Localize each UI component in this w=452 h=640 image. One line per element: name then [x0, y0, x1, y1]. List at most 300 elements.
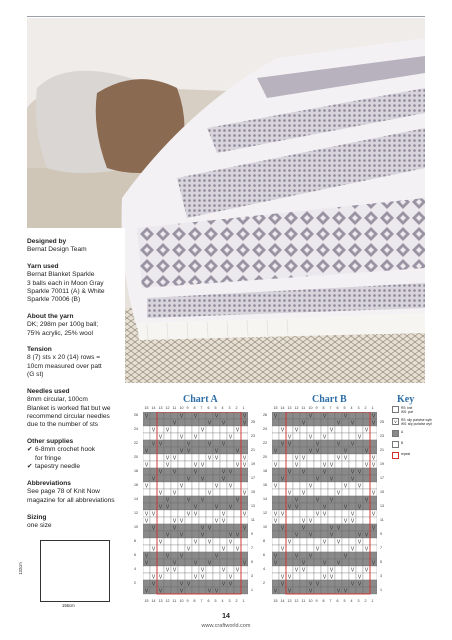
chart-cell	[178, 461, 185, 468]
slip-stitch-mark: V	[273, 483, 278, 490]
key-legend	[392, 406, 432, 463]
column-number: 8	[193, 599, 196, 603]
chart-cell	[314, 419, 321, 426]
chart-cell	[178, 503, 185, 510]
chart-cell	[192, 440, 199, 447]
slip-stitch-mark: V	[172, 455, 177, 462]
row-number: 9	[251, 532, 253, 536]
chart-cell	[272, 580, 279, 587]
chart-cell	[171, 433, 178, 440]
row-number: 25	[251, 420, 255, 424]
chart-cell	[293, 482, 300, 489]
yarn-used-line: Sparkle 70011 (A) & White	[27, 287, 105, 295]
chart-cell	[213, 538, 220, 545]
column-number: 15	[273, 406, 278, 410]
chart-cell	[150, 433, 157, 440]
row-number: 4	[263, 567, 265, 571]
chart-cell	[370, 566, 377, 573]
slip-stitch-mark: V	[364, 462, 369, 469]
check-icon: ✔	[27, 462, 33, 470]
slip-stitch-mark: V	[242, 490, 247, 497]
needles-line: Blanket is worked flat but we	[27, 404, 111, 412]
row-number: 22	[263, 441, 267, 445]
chart-cell	[206, 517, 213, 524]
chart-cell	[157, 461, 164, 468]
chart-cell	[279, 517, 286, 524]
chart-cell	[213, 419, 220, 426]
supply-line: tapestry needle	[35, 462, 81, 470]
column-number: 5	[343, 599, 346, 603]
chart-cell	[227, 552, 234, 559]
chart-cell	[307, 496, 314, 503]
chart-cell	[234, 524, 241, 531]
chart-cell	[300, 552, 307, 559]
chart-cell	[206, 461, 213, 468]
chart-cell	[220, 412, 227, 419]
chart-cell	[370, 433, 377, 440]
row-number: 16	[263, 483, 267, 487]
key-title: Key	[397, 394, 415, 405]
slip-stitch-mark: V	[193, 469, 198, 476]
chart-cell	[349, 552, 356, 559]
slip-stitch-mark: V	[336, 588, 341, 595]
column-number: 2	[235, 406, 238, 410]
chart-cell	[171, 538, 178, 545]
chart-cell	[150, 517, 157, 524]
tension-line: 8 (7) sts x 20 (14) rows =	[27, 354, 101, 362]
slip-stitch-mark: V	[350, 441, 355, 448]
slip-stitch-mark: V	[158, 539, 163, 546]
chart-cell	[171, 545, 178, 552]
slip-stitch-mark: V	[273, 511, 278, 518]
chart-cell	[192, 552, 199, 559]
chart-cell	[272, 433, 279, 440]
chart-cell	[227, 419, 234, 426]
chart-cell	[328, 412, 335, 419]
slip-stitch-mark: V	[228, 469, 233, 476]
chart-cell	[185, 531, 192, 538]
row-number: 24	[263, 427, 267, 431]
slip-stitch-mark: V	[221, 546, 226, 553]
chart-cell	[286, 566, 293, 573]
slip-stitch-mark: V	[165, 427, 170, 434]
chart-cell	[199, 419, 206, 426]
chart-cell	[356, 510, 363, 517]
chart-cell	[363, 475, 370, 482]
chart-cell	[356, 559, 363, 566]
chart-cell	[206, 426, 213, 433]
chart-cell	[293, 412, 300, 419]
chart-cell	[286, 426, 293, 433]
chart-cell	[321, 426, 328, 433]
chart-cell	[241, 447, 248, 454]
chart-cell	[213, 545, 220, 552]
slip-stitch-mark: V	[179, 434, 184, 441]
chart-cell	[234, 482, 241, 489]
slip-stitch-mark: V	[280, 546, 285, 553]
slip-stitch-mark: V	[200, 574, 205, 581]
chart-cell	[178, 524, 185, 531]
chart-cell	[164, 510, 171, 517]
chart-cell	[220, 426, 227, 433]
column-number: 2	[364, 406, 367, 410]
chart-cell	[185, 552, 192, 559]
column-number: 4	[221, 406, 224, 410]
slip-stitch-mark: V	[287, 434, 292, 441]
chart-cell	[192, 517, 199, 524]
slip-stitch-mark: V	[186, 448, 191, 455]
slip-stitch-mark: V	[158, 469, 163, 476]
slip-stitch-mark: V	[315, 581, 320, 588]
chart-cell	[227, 545, 234, 552]
chart-cell	[143, 419, 150, 426]
chart-cell	[293, 524, 300, 531]
chart-cell	[293, 587, 300, 594]
chart-cell	[363, 412, 370, 419]
chart-cell	[321, 566, 328, 573]
chart-cell	[192, 531, 199, 538]
chart-cell	[349, 426, 356, 433]
chart-cell	[342, 510, 349, 517]
repeat-swatch	[392, 452, 399, 459]
chart-cell	[293, 573, 300, 580]
column-number: 10	[308, 406, 313, 410]
chart-cell	[171, 412, 178, 419]
slip-stitch-mark: V	[179, 483, 184, 490]
slip-stitch-mark: V	[343, 553, 348, 560]
chart-cell	[370, 573, 377, 580]
chart-cell	[279, 531, 286, 538]
slip-stitch-mark: V	[144, 518, 149, 525]
column-number: 11	[301, 599, 306, 603]
chart-cell	[286, 482, 293, 489]
chart-cell	[185, 426, 192, 433]
row-number: 15	[251, 490, 255, 494]
slip-stitch-mark: V	[336, 420, 341, 427]
chart-cell	[157, 426, 164, 433]
chart-cell	[157, 447, 164, 454]
abbreviations-line: magazine for all abbreviations	[27, 496, 115, 504]
chart-cell	[185, 566, 192, 573]
slip-stitch-mark: V	[357, 434, 362, 441]
chart-cell	[300, 447, 307, 454]
slip-stitch-mark: V	[200, 525, 205, 532]
chart-cell	[220, 496, 227, 503]
slip-stitch-mark: V	[207, 490, 212, 497]
chart-cell	[321, 496, 328, 503]
slip-stitch-mark: V	[273, 413, 278, 420]
chart-cell	[143, 475, 150, 482]
chart-cell	[241, 552, 248, 559]
chart-cell	[349, 503, 356, 510]
chart-cell	[227, 447, 234, 454]
chart-cell	[199, 447, 206, 454]
chart-cell	[349, 559, 356, 566]
slip-stitch-mark: V	[308, 553, 313, 560]
slip-stitch-mark: V	[287, 574, 292, 581]
chart-cell	[272, 538, 279, 545]
slip-stitch-mark: V	[207, 420, 212, 427]
chart-cell	[171, 461, 178, 468]
chart-cell	[356, 475, 363, 482]
tension-heading: Tension	[27, 346, 52, 353]
slip-stitch-mark: V	[221, 420, 226, 427]
slip-stitch-mark: V	[294, 462, 299, 469]
slip-stitch-mark: V	[200, 497, 205, 504]
chart-cell	[150, 412, 157, 419]
chart-cell	[370, 482, 377, 489]
chart-cell	[335, 503, 342, 510]
about-yarn-heading: About the yarn	[27, 313, 74, 320]
key-text: B	[401, 441, 404, 445]
chart-b-title: Chart B	[312, 394, 347, 405]
chart-cell	[349, 524, 356, 531]
column-number: 5	[214, 406, 217, 410]
chart-cell	[286, 552, 293, 559]
slip-stitch-mark: V	[207, 588, 212, 595]
chart-cell	[171, 573, 178, 580]
chart-cell	[206, 475, 213, 482]
key-item-repeat	[392, 452, 432, 459]
chart-a-title: Chart A	[183, 394, 218, 405]
needles-section	[27, 388, 123, 429]
chart-cell	[328, 517, 335, 524]
chart-cell	[370, 475, 377, 482]
key-item-slip	[392, 418, 432, 426]
website-link[interactable]: www.craftworld.com	[201, 623, 251, 629]
slip-stitch-mark: V	[200, 532, 205, 539]
chart-cell	[220, 447, 227, 454]
chart-cell	[328, 552, 335, 559]
chart-cell	[213, 531, 220, 538]
chart-cell	[234, 587, 241, 594]
chart-cell	[272, 419, 279, 426]
chart-cell	[349, 587, 356, 594]
slip-stitch-mark: V	[242, 413, 247, 420]
chart-cell	[300, 538, 307, 545]
chart-cell	[192, 489, 199, 496]
page-number: 14	[222, 613, 230, 620]
chart-cell	[185, 433, 192, 440]
chart-cell	[335, 447, 342, 454]
slip-stitch-mark: V	[301, 560, 306, 567]
chart-cell	[150, 419, 157, 426]
sizing-heading: Sizing	[27, 514, 47, 521]
row-number: 12	[134, 511, 138, 515]
slip-stitch-mark: V	[357, 574, 362, 581]
chart-cell	[234, 454, 241, 461]
row-number: 2	[263, 581, 265, 585]
chart-cell	[272, 496, 279, 503]
slip-stitch-mark: V	[235, 427, 240, 434]
needles-line: 8mm circular, 100cm	[27, 396, 88, 404]
slip-stitch-mark: V	[214, 448, 219, 455]
slip-stitch-mark: V	[207, 560, 212, 567]
chart-cell	[178, 440, 185, 447]
slip-stitch-mark: V	[242, 455, 247, 462]
row-number: 16	[134, 483, 138, 487]
chart-cell	[314, 412, 321, 419]
slip-stitch-mark: V	[280, 511, 285, 518]
slip-stitch-mark: V	[172, 420, 177, 427]
chart-cell	[164, 559, 171, 566]
chart-cell	[234, 552, 241, 559]
slip-stitch-mark: V	[273, 588, 278, 595]
slip-stitch-mark: V	[186, 581, 191, 588]
column-number: 7	[200, 406, 203, 410]
chart-cell	[335, 566, 342, 573]
slip-stitch-mark: V	[144, 483, 149, 490]
chart-cell	[363, 454, 370, 461]
chart-cell	[213, 573, 220, 580]
slip-stitch-mark: V	[193, 462, 198, 469]
row-number: 1	[380, 588, 382, 592]
column-number: 4	[350, 599, 353, 603]
chart-cell	[342, 559, 349, 566]
chart-cell	[157, 566, 164, 573]
slip-stitch-mark: V	[350, 581, 355, 588]
chart-cell	[220, 489, 227, 496]
row-number: 12	[263, 511, 267, 515]
chart-cell	[143, 531, 150, 538]
chart-cell	[286, 531, 293, 538]
about-yarn-line: 75% acrylic, 25% wool	[27, 329, 93, 337]
chart-cell	[300, 475, 307, 482]
abbreviations-line: See page 78 of Knit Now	[27, 488, 100, 496]
chart-cell	[171, 447, 178, 454]
chart-cell	[363, 587, 370, 594]
chart-cell	[143, 524, 150, 531]
slip-stitch-mark: V	[179, 532, 184, 539]
slip-stitch-mark: V	[165, 532, 170, 539]
chart-cell	[199, 559, 206, 566]
chart-cell	[272, 524, 279, 531]
chart-cell	[234, 580, 241, 587]
column-number: 11	[172, 406, 177, 410]
chart-cell	[342, 496, 349, 503]
chart-cell	[164, 475, 171, 482]
chart-cell	[227, 412, 234, 419]
slip-stitch-mark: V	[214, 413, 219, 420]
chart-cell	[178, 566, 185, 573]
chart-cell	[143, 573, 150, 580]
row-number: 3	[380, 574, 382, 578]
chart-cell	[293, 475, 300, 482]
slip-stitch-mark: V	[322, 413, 327, 420]
slip-stitch-mark: V	[294, 504, 299, 511]
slip-stitch-mark: V	[357, 483, 362, 490]
chart-cell	[370, 587, 377, 594]
chart-cell	[227, 566, 234, 573]
chart-cell	[143, 433, 150, 440]
chart-cell	[349, 461, 356, 468]
chart-cell	[335, 461, 342, 468]
slip-stitch-mark: V	[151, 581, 156, 588]
slip-stitch-mark: V	[172, 469, 177, 476]
chart-cell	[335, 517, 342, 524]
chart-cell	[314, 503, 321, 510]
chart-cell	[307, 454, 314, 461]
column-number: 12	[165, 599, 170, 603]
chart-cell	[143, 440, 150, 447]
slip-stitch-mark: V	[214, 504, 219, 511]
slip-stitch-mark: V	[179, 553, 184, 560]
chart-cell	[241, 545, 248, 552]
chart-b-grid	[272, 412, 377, 597]
chart-cell	[363, 482, 370, 489]
chart-cell	[293, 517, 300, 524]
chart-cell	[321, 482, 328, 489]
chart-cell	[206, 573, 213, 580]
chart-cell	[279, 482, 286, 489]
slip-stitch-mark: V	[151, 476, 156, 483]
slip-stitch-mark: V	[172, 518, 177, 525]
row-number: 21	[251, 448, 255, 452]
slip-stitch-mark: V	[235, 448, 240, 455]
chart-cell	[307, 426, 314, 433]
slip-stitch-mark: V	[235, 546, 240, 553]
chart-cell	[286, 517, 293, 524]
chart-cell	[293, 468, 300, 475]
chart-cell	[164, 545, 171, 552]
chart-cell	[213, 559, 220, 566]
row-number: 14	[263, 497, 267, 501]
row-number: 10	[134, 525, 138, 529]
slip-stitch-mark: V	[228, 539, 233, 546]
row-number: 24	[134, 427, 138, 431]
chart-cell	[220, 531, 227, 538]
chart-cell	[199, 545, 206, 552]
chart-cell	[356, 545, 363, 552]
chart-cell	[335, 482, 342, 489]
knit-swatch	[392, 406, 399, 413]
chart-cell	[272, 440, 279, 447]
chart-cell	[342, 580, 349, 587]
slip-stitch-mark: V	[207, 455, 212, 462]
chart-cell	[234, 517, 241, 524]
slip-stitch-mark: V	[322, 504, 327, 511]
chart-cell	[241, 475, 248, 482]
chart-cell	[178, 559, 185, 566]
chart-cell	[241, 426, 248, 433]
chart-cell	[178, 468, 185, 475]
slip-stitch-mark: V	[294, 567, 299, 574]
chart-cell	[342, 538, 349, 545]
row-number: 15	[380, 490, 384, 494]
tension-line: 10cm measured over patt	[27, 362, 102, 370]
row-number: 20	[263, 455, 267, 459]
chart-cell	[321, 531, 328, 538]
chart-cell	[335, 573, 342, 580]
chart-cell	[370, 517, 377, 524]
chart-cell	[300, 587, 307, 594]
chart-cell	[213, 426, 220, 433]
chart-cell	[234, 503, 241, 510]
chart-cell	[241, 531, 248, 538]
chart-cell	[356, 419, 363, 426]
chart-cell	[213, 510, 220, 517]
slip-stitch-mark: V	[242, 462, 247, 469]
chart-cell	[314, 482, 321, 489]
slip-stitch-mark: V	[329, 574, 334, 581]
chart-cell	[241, 440, 248, 447]
slip-stitch-mark: V	[186, 497, 191, 504]
slip-stitch-mark: V	[301, 490, 306, 497]
column-number: 7	[329, 599, 332, 603]
chart-cell	[150, 559, 157, 566]
slip-stitch-mark: V	[371, 490, 376, 497]
chart-cell	[206, 433, 213, 440]
